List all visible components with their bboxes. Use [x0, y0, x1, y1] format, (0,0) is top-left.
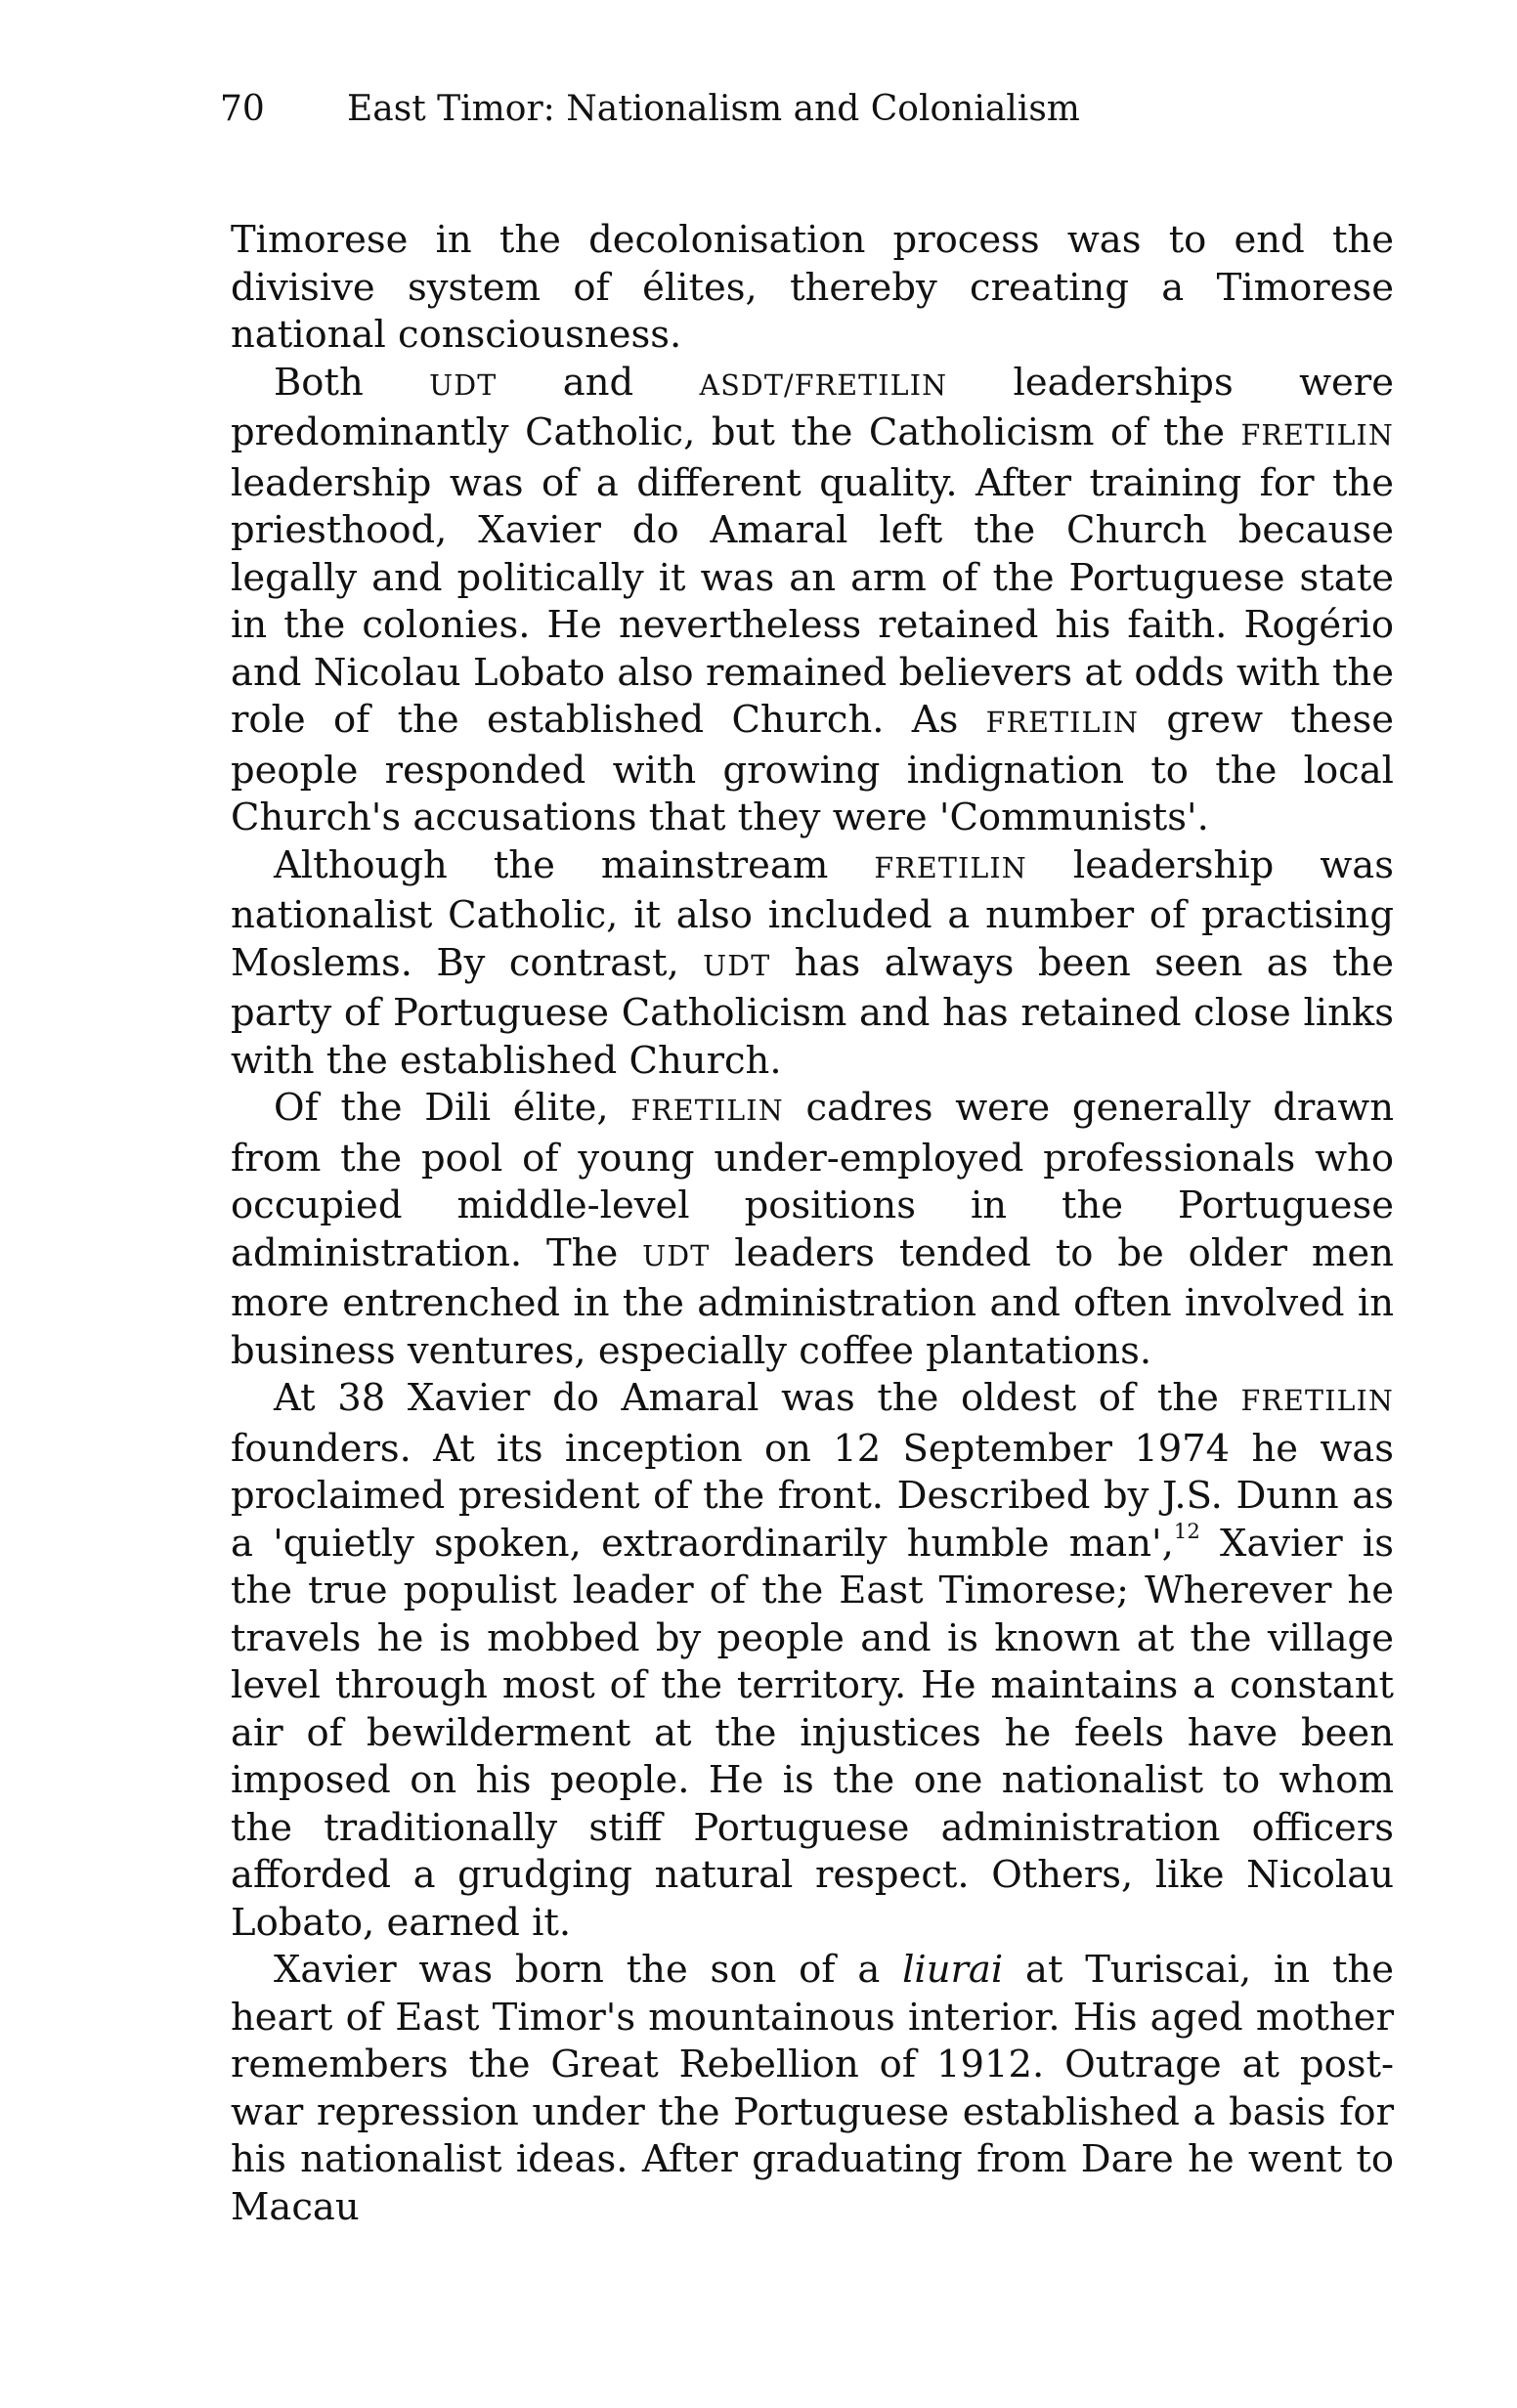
paragraph-3-text-c: has always been seen as the party of Portuguese Catholicism and has retained close links with the established Church. — [231, 940, 1394, 1083]
paragraph-5-text-a: At 38 Xavier do Amaral was the oldest of the — [274, 1376, 1241, 1420]
abbrev-udt: UDT — [429, 368, 498, 402]
abbrev-udt: UDT — [642, 1239, 711, 1272]
paragraph-6-text-b: at Turiscai, in the heart of East Timor's mountainous interior. His aged mother remembers the Great Rebellion of 1912. Outrage at post-war repression under the Portuguese established a basis for his nationalist ideas. After graduating from Dare he went to Macau — [231, 1948, 1394, 2229]
paragraph-5-text-c: Xavier is the true populist leader of the East Timorese; Wherever he travels he is mobbed by people and is known at the village level through most of the territory. He maintains a constant air of bewilderment at the injustices he feels have been imposed on his people. He is the one nationalist to whom the traditionally stiff Portuguese administration officers afforded a grudging natural respect. Others, like Nicolau Lobato, earned it. — [231, 1521, 1394, 1945]
paragraph-4-text-b: cadres were generally drawn from the pool of young under-employed professionals who occupied middle-level positions in the Portuguese administration. The — [231, 1086, 1395, 1275]
paragraph-3-text-b: leadership was nationalist Catholic, it also included a number of practising Moslems. By contrast, — [231, 842, 1394, 985]
paragraph-1 — [231, 217, 1394, 360]
running-title: East Timor: Nationalism and Colonialism — [347, 89, 1080, 129]
footnote-ref: 12 — [1173, 1518, 1200, 1543]
abbrev-udt: UDT — [703, 949, 771, 982]
paragraph-6 — [231, 1947, 1394, 2231]
italic-term-liurai: liurai — [902, 1948, 1004, 1992]
paragraph-2-text-b: and — [497, 360, 700, 405]
body-text — [231, 217, 1394, 2231]
paragraph-2-text-c: leaderships were predominantly Catholic, but the Catholicism of the — [231, 360, 1394, 454]
abbrev-fretilin: FRETILIN — [874, 851, 1027, 884]
abbrev-fretilin: FRETILIN — [1240, 419, 1394, 452]
page-number: 70 — [220, 89, 265, 129]
running-head — [220, 86, 1080, 133]
paragraph-2-text-a: Both — [274, 360, 430, 405]
abbrev-fretilin: FRETILIN — [630, 1095, 784, 1127]
abbrev-asdt-fretilin: ASDT/FRETILIN — [699, 368, 948, 402]
paragraph-6-text-a: Xavier was born the son of a — [274, 1948, 903, 1992]
paragraph-2 — [231, 360, 1394, 842]
paragraph-4-text-c: leaders tended to be older men more entrenched in the administration and often involved in business ventures, especially coffee plantations. — [231, 1230, 1394, 1373]
paragraph-2-text-e: grew these people responded with growing indignation to the local Church's accusations that they were 'Communists'. — [231, 698, 1394, 839]
paragraph-5-text-b: founders. At its inception on 12 September 1974 he was proclaimed president of the front. Described by J.S. Dunn as a 'quietly spoken, extraordinarily humble man', — [231, 1426, 1394, 1566]
paragraph-2-text-d: leadership was of a different quality. After training for the priesthood, Xavier do Amaral left the Church because legally and politically it was an arm of the Portuguese state in the colonies. He nevertheless retained his faith. Rogério and Nicolau Lobato also remained believers at odds with the role of the established Church. As — [231, 460, 1394, 742]
paragraph-1-text: Timorese in the decolonisation process was to end the divisive system of élites, thereby creating a Timorese national consciousness. — [231, 218, 1394, 357]
abbrev-fretilin: FRETILIN — [1240, 1385, 1394, 1417]
paragraph-4-text-a: Of the Dili élite, — [274, 1086, 631, 1130]
paragraph-4 — [231, 1085, 1394, 1375]
paragraph-3-text-a: Although the mainstream — [274, 842, 875, 887]
abbrev-fretilin: FRETILIN — [985, 707, 1140, 739]
paragraph-5 — [231, 1375, 1394, 1947]
paragraph-3 — [231, 842, 1394, 1086]
